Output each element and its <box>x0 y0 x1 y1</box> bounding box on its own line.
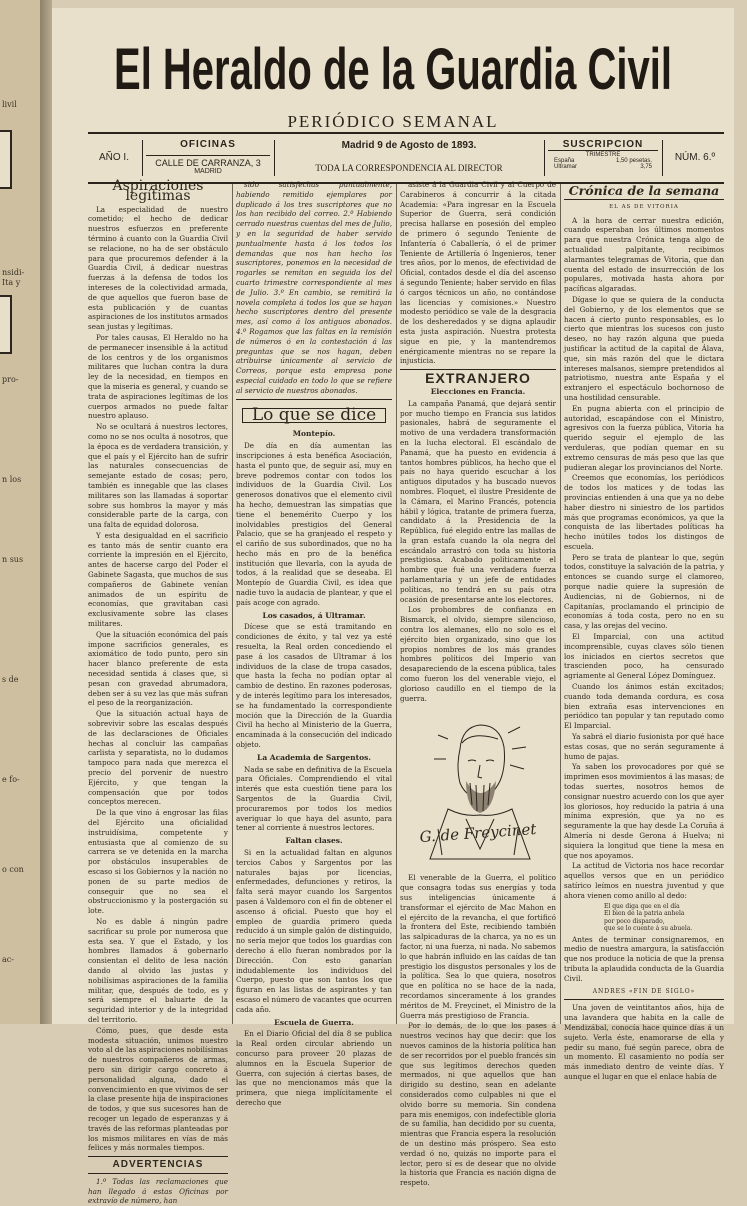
verse-line: El que diga que en el día <box>604 902 680 910</box>
offices-address: CALLE DE CARRANZA, 3 <box>146 155 270 168</box>
column-rule <box>396 184 397 1024</box>
correspondence-note: TODA LA CORRESPONDENCIA AL DIRECTOR <box>315 163 503 173</box>
advertencias-text: 1.º Todas las reclamaciones que han llegado á estas Oficinas por extravío de número, han <box>88 1176 228 1206</box>
newspaper-page <box>52 8 734 1206</box>
notice-italic: sido satisfechas puntualmente, habiendo remitido ejemplares por duplicado á los tres suscriptores que no los han recibido del correo. 2.º Habiendo cerrado nuestras cuentas del mes de Julio, y en la seguridad de haber servido puntualmente hasta á los todos los demandas que nos han hecho los suscriptores, ponemos en la necesidad de rogarles se remitan en seguida los del cuarto trimestre correspondiente al mes de Julio. 3.º En cambio, se remitirá la novela completa á todos los que se hayan hecho suscriptores dentro del presente mes, así como á los antiguos abonados. 4.º Rogamos que las faltas en la remisión de números ó en la contestación á las preguntas que se nos hagan, deben atribuirse únicamente al servicio de Correos, porque esta empresa pone especial cuidado en todo lo que se refiere al servicio de nuestros abonados. <box>236 180 392 395</box>
paragraph: Que la situación actual haya de sobrevivir sobre las escalas después de las declaraciones de Oficiales hechas al concluir las campañas carlista y separatista, no lo dudamos tampoco para nada que merezca el precio del porvenir de nuestro Ejército, y que tengan la compensación que por todos conceptos merecen. <box>88 709 228 807</box>
paragraph: Nada se sabe en definitiva de la Escuela para Oficiales. Comprendiendo el vital interés que esta cuestión tiene para los Sargentos de la Guardia Civil, procuraremos por todos los medios averiguar lo que haya del asunto, para tener al corriente á nuestros lectores. <box>236 764 392 833</box>
paragraph: En el Diario Oficial del día 8 se publica la Real orden circular abriendo un concurso para proveer 20 plazas de alumnos en la Escuela Superior de Guerra, con sujeción á ciertas bases, de las que no mencionamos más que la primera, que niega implícitamente el derecho que <box>236 1029 392 1107</box>
paragraph: asiste á la Guardia Civil y al Cuerpo de Carabineros á concurrir á la citada Academia: «Para ingresar en la Escuela Superior de Guerra, será condición precisa hallarse en posesión del empleo de primero ó segundo Teniente de Infantería ó Caballería, ó el de primer Teniente de Artillería ó Ingenieros, tener tres años, por lo menos, de efectividad de Oficial, contados desde el día del ascenso á segundo Teniente; haber servido en filas ó cargos técnicos un año, no contándose las licencias y comisiones.» Nuestro modesto periódico se vale de la desgracia de los desheredados y se digna aplaudir esta justa aspiración. Nuestra protesta sigue en pie, y la mantendremos enérgicamente mientras no se repare la injusticia. <box>400 180 556 366</box>
paragraph: Cómo, pues, que desde esta modesta situación, unimos nuestro voto al de las aspiraciones nobilísimas de nuestros compañeros de armas, pero sin dirigir cargo concreto á personalidad alguna, dado el convencimiento en que vivimos de ser la clase presente hija de inspiraciones de todos, y que sus sucesores han de recoger un legado de esperanzas y á través de las reformas planteadas por los mismos militares en vías de más felices y más normales tiempos. <box>88 1025 228 1153</box>
spain-label: España <box>554 158 575 164</box>
subscription-period: TRIMESTRE <box>585 152 621 158</box>
paragraph: Por lo demás, de lo que los pases á nuestros vecinos hay que decir: que los nuevos caminos de la historia política han de ser recorridos por el pueblo francés sin que sus legítimos derechos queden mermados, ni que aquellos que han dirigido su destino, sean en adelante considerados como culpables ni que el olvido borre su memoria. Sin condena para mis enemigos, con indefectible gloria de su familia, han decidido por su cuenta, mientras que Francia espera la resolución de un destino más próspero. Sea esto verdad ó no, quizás no importe para el lector, pero sí es de desear que no olvide la historia que Francia es nación digna de respeto. <box>400 1021 556 1188</box>
issue-number: NÚM. 6.º <box>674 152 716 163</box>
section-title: EXTRANJERO <box>425 370 531 387</box>
column-3 <box>400 180 556 1188</box>
paragraph: La actitud de Victoria nos hace recordar aquellos versos que en un periódico satírico leímos en nuestra juventud y que ahora vienen como anillo al dedo: <box>564 861 724 900</box>
verse-line: por poco disparado, <box>604 917 665 925</box>
verse-line: El bien de la patria anhela <box>604 910 685 918</box>
paragraph: El Imparcial, con una actitud incomprensible, cuyas claves sólo tienen los iniciados en ciertos secretos que trascienden poco, ha censurado agriamente al General López Domínguez. <box>564 632 724 681</box>
paragraph: No se ocultará á nuestros lectores, como no se nos oculta á nosotros, que la época es de verdadera transición, y que el país y el Ejército han de sufrir las naturales consecuencias de semejante estado de cosas; pero, también es innegable que las clases militares son las llamadas á soportar sobre sus hombros la mayor y más considerable parte de la carga, con una falta de equidad dolorosa. <box>88 422 228 530</box>
subhead: Los casados, á Ultramar. <box>262 610 366 620</box>
info-bar <box>88 132 724 184</box>
edge-fragment: e fo- <box>2 775 20 784</box>
year-label: AÑO I. <box>98 152 129 163</box>
issue-date: Madrid 9 de Agosto de 1893. <box>341 140 477 151</box>
masthead-title: El Heraldo de la Guardia Civil <box>114 38 672 102</box>
offices-box <box>146 134 270 182</box>
section-divider <box>236 399 392 400</box>
column-rule <box>560 184 561 1024</box>
paragraph: Creemos que economías, los periódicos de todos los matices y de todas las provincias entienden á una que ya no debe haber diestro ni siniestro de los partidos más que programas económicos, ya que la conquista de las libertades políticas ha hecho inútiles todos los distingos de escuela. <box>564 473 724 551</box>
paragraph: El venerable de la Guerra, el político que consagra todas sus energías y toda sus inteligencias únicamente á transformar el ejército de Mac Mahon en el ejército de la revancha, el que fortificó la frontera del Este, recibiendo también las salpicaduras de la charca, ya no es un factor, ni una fuerza, ni nada. No sabemos lo que habrán influido en las caídas de tan prestigio los disgustos personales y los de la política. Sea lo que quiera, nosotros que en política no se hace de la nada, recordamos sinceramente á los grandes méritos de M. Freycinet, el Ministro de la Guerra más prestigioso de Francia. <box>400 873 556 1020</box>
paragraph: Si en la actualidad faltan en algunos tercios Cabos y Sargentos por las naturales bajas por licencias, enfermedades, defunciones y retiros, la falta será mayor cuando los Sargentos pasen á Valdemoro con el fin de obtener el ascenso á oficial. Puesto que hoy el empleo de guardia primero queda reducido á un simple galón de distinguido, no sería mejor que todos los guardias con derecho á ello fueran nombrados por la Dirección. Con esto ganarían indudablemente los individuos del Cuerpo, puesto que son tantos los que figuran en las listas de aspirantes y tan escaso el número de vacantes que ocurren cada año. <box>236 848 392 1014</box>
paragraph: Por tales causas, El Heraldo no ha de permanecer insensible á la actitud de los centros y de los organismos militares que luchan contra la dura ley de la necesidad, en tiempos en que la miseria es general, y cuando se trata de aspiraciones legítimas de los cuerpos armados no puede faltar nuestro aplauso. <box>88 332 228 421</box>
subhead: Elecciones en Francia. <box>430 386 526 396</box>
subscription-box <box>548 134 658 182</box>
paragraph: Cuando los ánimos están excitados; cuando toda demanda cordura, es cosa bien extraña esas intervenciones en periódico tan popular y tan reputado como El Imparcial. <box>564 682 724 731</box>
paragraph: Ya saben los provocadores por qué se imprimen esos movimientos á las masas; de todas suertes, nosotros hemos de consignar nuestro acuerdo con los que ayer los gloriosos, hoy reducido la patria á una mínima expresión, que ya no es seguramente la que hay desde La Coruña á Almería ni desde Gerona á Huelva; ni siquiera la longitud que tiene la mesa en que nos apoyamos. <box>564 762 724 860</box>
previous-page-edge <box>0 0 40 1024</box>
offices-label: OFICINAS <box>180 139 236 150</box>
column-2 <box>236 180 392 1107</box>
column-1 <box>88 178 228 1206</box>
section-divider <box>564 199 724 200</box>
edge-fragment: s de <box>2 675 19 684</box>
paragraph: Dígase lo que se quiera de la conducta del Gobierno, y de los elementos que se hacen á cierto punto responsables, es lo cierto que mientras los sucesos con justo deseo, no hay razón alguna que pueda justificar la actitud de la capital de Álava, que, sin más razón del que le dictara intereses malsanos, siempre pretendidos al patriotismo, nuestra ante España y el extranjero el espectáculo bochornoso de una hostilidad censurable. <box>564 294 724 402</box>
verse-block <box>564 903 724 933</box>
date-box <box>278 134 540 182</box>
binding-gutter <box>40 0 52 1024</box>
subhead: Escuela de Guerra. <box>274 1017 354 1027</box>
paragraph: Los prohombres de confianza en Bismarck, el olvido, siempre silencioso, contra los alemanes, ello no solo es el ejército bien organizado, sino que los propios nombres de los más grandes hombres políticos del Imperio van desapareciendo de la escena pública, tales como fueron los del venerable viejo, el glorioso caudillo en el tiempo de la guerra. <box>400 605 556 703</box>
paragraph: En pugna abierta con el principio de autoridad, escapándose con el Ministro, agresivos con la fuerza pública, Vitoria ha querido seguir el ejemplo de las verduleras, que podían quemar en su extremo censuras de más peso que las que pudieran alegar los provincianos del Norte. <box>564 403 724 472</box>
abroad-price: 3,75 <box>640 164 652 170</box>
edge-box <box>0 130 12 189</box>
subhead: La Academia de Sargentos. <box>257 752 371 762</box>
paragraph: Pero se trata de plantear lo que, según todos, constituye la salvación de la patria, y entonces se cuando surge el clamoreo, porque nadie quiere la supresión de Audiencias, ni de Gobiernos, ni de Capitanías, proclamando el principio de economías á toda costa, pero no en su casa, y las orejas del vecino. <box>564 552 724 631</box>
chronicle-title: Crónica de la semana <box>568 183 720 198</box>
paragraph: De la que vino á engrosar las filas del Ejército una oficialidad instruidísima, competente y entusiasta que al comienzo de su carrera se ve detenida en la marcha por obstáculos insuperables de escaso si los Gobiernos y la nación no ponen de su parte medios de conseguir que no sea el obstruccionismo y la postergación su lote. <box>88 808 228 916</box>
paragraph: Antes de terminar consignaremos, en medio de nuestra amargura, la satisfacción que nos produce la noticia de que la prensa tributa la aplaudida conducta de la Guardia Civil. <box>564 934 724 983</box>
edge-fragment: Ita y <box>2 278 21 287</box>
chronicle-signature: ANDRES «FIN DE SIGLO» <box>592 987 696 995</box>
subhead: Montepío. <box>292 429 336 439</box>
paragraph: Una joven de veintitantos años, hija de una lavandera que habita en la calle de Mendizábal, conocía hace quince días á un sujeto. Verla éste, enamorarse de ella y pedir su mano, fué según parece, obra de un momento. El casamiento no podía ser más inmediato dentro de veinte días. Y aunque el lugar en que el enlace había de <box>564 1003 724 1081</box>
paragraph: Que la situación económica del país impone sacrificios generales, es axiomático de todo punto, pero sin hacer blanco preferente de esta necesidad sentida á clases que, si pesan con gravedad abrumadora, deben ser á su vez las que más sufran el peso de la reorganización. <box>88 629 228 708</box>
edge-fragment: pro- <box>2 375 19 384</box>
paragraph: Y esta desigualdad en el sacrificio es tanto más de sentir cuanto era corriente la impresión en el Ejército, antes de hacerse cargo del Poder el Gabinete Sagasta, que muchos de sus compañeros de Gabinete venían animados de un espíritu de economías, que gravitaban casi exclusivamente sobre las clases militares. <box>88 530 228 629</box>
edge-fragment: nsidi- <box>2 268 25 277</box>
paragraph: De día en día aumentan las inscripciones á esta benéfica Asociación, hasta el punto que, de seguir así, muy en breve podremos contar con todos los individuos de la Guardia Civil. Los generosos donativos que el elemento civil ha hecho, demuestran las simpatías que tiene el benemérito Cuerpo y los inolvidables prestigios del General Palacio, que se ha granjeado el respeto y el cariño de sus subordinados, que no ha hecho más en pro de la benéfica institución que llevarla, con la ayuda de todos, á la realidad que se deseaba. El Montepío de Guardia Civil, es idea que nadie tuvo la audacia de plantear, y que el país acoge con agrado. <box>236 441 392 607</box>
article-title: Aspiraciones legítimas <box>112 178 204 204</box>
section-title: Lo que se dice <box>242 408 386 424</box>
paragraph: La campaña Panamá, que dejará sentir por mucho tiempo en Francia sus latidos pasionales, habrá de seguramente el motivo de una verdadera transformación en la lucha electoral. El escándalo de Panamá, que ha puesto en evidencia á tantos hombres públicos, ha hecho que el país no haya querido escuchar á los antiguos diputados y ha buscado nuevos nombres. Floquet, el ilustre Presidente de la Cámara, el Marino Francés, potencia hábil y lógica, tratante de primera fuerza, candidato á la Presidencia de la República, fué elegido entre las mallas de la gran estafa cuando la ola negra del escándalo arrastró con toda su historia prestigiosa. Acabado políticamente el hombre que fué una verdadera fuerza parlamentaria y un jefe de entidades políticas, no tendrá en su país otra ocasión de presentarse ante los electores. <box>400 398 556 604</box>
advertencias-title: ADVERTENCIAS <box>112 1159 204 1171</box>
section-divider <box>88 1156 228 1157</box>
edge-fragment: n los <box>2 475 22 484</box>
edge-fragment: ac- <box>2 955 14 964</box>
edge-fragment: n sus <box>2 555 24 564</box>
edge-box <box>0 295 12 354</box>
paragraph: Ya sabrá el diario fusionista por qué hace estas cosas, que no serán seguramente á humo de pajas. <box>564 732 724 761</box>
section-divider <box>564 999 724 1000</box>
section-divider <box>88 1173 228 1174</box>
paragraph: A la hora de cerrar nuestra edición, cuando esperaban los últimos momentos para que nuestra Crónica tenga algo de actualidad palpitante, recibimos alarmantes telegramas de Vitoria, que dan cuenta del estado de insurrección de los populares, motivada hasta ahora por pacíficas algaradas. <box>564 215 724 294</box>
offices-city: MADRID <box>194 168 222 175</box>
paragraph: Dícese que se está tramitando en condiciones de éxito, y tal vez ya esté resuelta, la Real orden concediendo el pase á los casados de Ultramar á los individuos de la clase de tropa casados, que hasta la fecha no podían optar al cambio de destino. En razones poderosas, y de interés legítimo para los interesados, se ha fundamentado la correspondiente moción que la Dirección de la Guardia Civil ha hecho al Ministerio de la Guerra, encaminada á la consecución del indicado objeto. <box>236 622 392 750</box>
edge-fragment: livil <box>2 100 17 109</box>
paragraph: No es dable á ningún padre sacrificar su prole por numerosa que esta sea. Y que el Estado, y los hombres llamados á gobernarlo consientan el delito de lesa nación dando al olvido las justas y nobilísimas aspiraciones de la familia militar, que, después de todo, es y será siempre el baluarte de la seguridad interior y de la integridad del territorio. <box>88 916 228 1024</box>
subscription-label: SUSCRIPCION <box>548 139 658 151</box>
chronicle-subtitle: EL AS DE VITORIA <box>609 203 679 210</box>
paragraph: La especialidad de nuestro cometido; el hecho de dedicar nuestros esfuerzos en preferente término á cuanto con la Guardia Civil se relacione, no ha de ser obstáculo para que procuremos defender á la Guardia Civil, á dedicar nuestras fuerzas á la defensa de todos los intereses de la colectividad armada, de que aquellos que fueron base de esta publicación y de cuantas aspiraciones de los institutos armados sean justas y legítimas. <box>88 204 228 332</box>
masthead-subtitle: PERIÓDICO SEMANAL <box>287 112 499 131</box>
subhead: Faltan clases. <box>285 836 343 846</box>
edge-fragment: o con <box>2 865 24 874</box>
column-4 <box>564 180 724 1081</box>
portrait-signature: G. de Freycinet <box>418 820 537 847</box>
spain-price: 1,50 pesetas. <box>615 158 652 164</box>
freycinet-portrait <box>408 709 548 869</box>
column-rule <box>232 184 233 1024</box>
abroad-label: Ultramar <box>554 164 578 170</box>
verse-line: que se lo cuente á su abuela. <box>604 925 693 933</box>
